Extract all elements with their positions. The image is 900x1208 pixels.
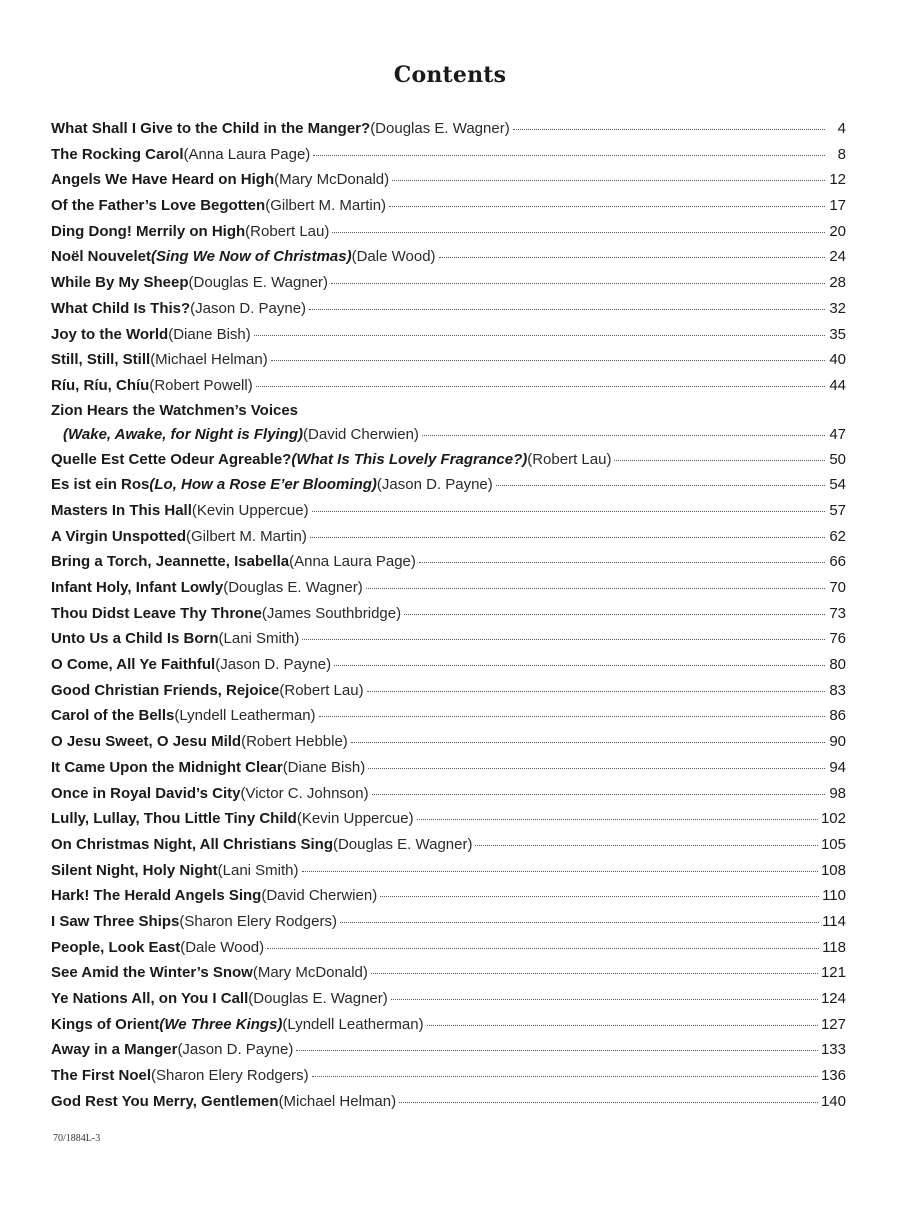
entry-arranger: (Kevin Uppercue) [296, 810, 414, 828]
toc-entry [51, 729, 846, 755]
entry-arranger: (Robert Lau) [279, 681, 364, 699]
dot-leader [392, 179, 825, 181]
entry-page: 54 [829, 476, 846, 494]
dot-leader [313, 154, 825, 156]
toc-entry [51, 652, 846, 678]
entry-arranger: (Michael Helman) [278, 1092, 397, 1110]
catalog-code: 70/1884L-3 [53, 1133, 101, 1144]
dot-leader [475, 844, 817, 846]
entry-title: Of the Father’s Love Begotten [51, 197, 266, 215]
entry-page: 17 [829, 197, 846, 215]
entry-page: 4 [837, 120, 846, 137]
entry-title: Ye Nations All, on You I Call [51, 990, 249, 1007]
toc-entry [51, 447, 846, 473]
entry-title: See Amid the Winter’s Snow [51, 964, 253, 982]
entry-arranger: (Diane Bish) [282, 758, 366, 776]
entry-page: 62 [829, 527, 846, 545]
entry-page: 90 [829, 733, 846, 751]
dot-leader [371, 972, 818, 974]
dot-leader [368, 767, 825, 769]
entry-arranger: (Robert Lau) [245, 222, 330, 240]
entry-title: The Rocking Carol [51, 145, 184, 163]
entry-arranger: (Sharon Elery Rodgers) [151, 1067, 309, 1085]
entry-page: 124 [820, 990, 846, 1007]
entry-page: 98 [829, 784, 846, 802]
toc-entry [51, 909, 846, 935]
entry-subtitle: (What Is This Lovely Fragrance?) [291, 450, 528, 468]
entry-arranger: (Dale Wood) [180, 938, 265, 956]
dot-leader [351, 741, 825, 743]
entry-title: Silent Night, Holy Night [51, 861, 218, 879]
entry-page: 80 [829, 656, 846, 674]
entry-arranger: (Jason D. Payne) [215, 656, 332, 674]
dot-leader [399, 1101, 818, 1103]
entry-title: Es ist ein Ros [51, 476, 150, 494]
page-title: Contents [393, 62, 507, 88]
toc-entry [51, 524, 846, 550]
dot-leader [366, 587, 825, 589]
entry-arranger: (Lyndell Leatherman) [282, 1015, 424, 1033]
entry-title: Hark! The Herald Angels Sing [51, 887, 262, 905]
toc-entry [51, 1012, 846, 1038]
dot-leader [309, 308, 825, 310]
entry-title: Carol of the Bells [51, 707, 175, 725]
entry-page: 127 [820, 1015, 846, 1033]
entry-page: 136 [820, 1067, 846, 1085]
toc-entry [51, 347, 846, 373]
toc-entry [51, 755, 846, 781]
entry-page: 110 [822, 887, 846, 905]
entry-arranger: (Mary McDonald) [252, 964, 368, 982]
entry-subtitle: (We Three Kings) [159, 1015, 283, 1033]
toc-entry [51, 626, 846, 652]
entry-arranger: (Gilbert M. Martin) [186, 527, 307, 545]
dot-leader [296, 1049, 818, 1051]
entry-page: 83 [829, 681, 846, 699]
entry-title: People, Look East [51, 938, 181, 956]
entry-arranger: (Kevin Uppercue) [191, 501, 309, 519]
toc-entry [51, 167, 846, 193]
toc-entry [51, 270, 846, 296]
entry-page: 140 [820, 1092, 846, 1110]
toc-entry [51, 549, 846, 575]
entry-page: 57 [829, 501, 846, 519]
dot-leader [331, 282, 825, 284]
dot-leader [404, 613, 825, 615]
toc-entry [51, 1089, 846, 1115]
entry-title: God Rest You Merry, Gentlemen [51, 1092, 279, 1110]
toc-entry [51, 1063, 846, 1089]
entry-title: A Virgin Unspotted [51, 527, 186, 545]
entry-title: Infant Holy, Infant Lowly [51, 579, 224, 596]
entry-title: It Came Upon the Midnight Clear [51, 758, 283, 776]
entry-title: Noël Nouvelet [51, 248, 152, 266]
entry-page: 102 [820, 810, 846, 828]
dot-leader [302, 638, 825, 640]
entry-arranger: (Sharon Elery Rodgers) [179, 912, 337, 930]
entry-arranger: (James Southbridge) [261, 604, 402, 622]
entry-title: Masters In This Hall [51, 501, 192, 519]
entry-page: 8 [837, 145, 846, 163]
toc-entry [51, 601, 846, 627]
entry-page: 105 [820, 835, 846, 853]
entry-title: Once in Royal David’s City [51, 784, 241, 802]
entry-title: O Come, All Ye Faithful [51, 656, 216, 674]
entry-arranger: (Lani Smith) [217, 861, 299, 879]
entry-title: Kings of Orient [51, 1015, 160, 1033]
dot-leader [267, 947, 819, 949]
entry-title: Zion Hears the Watchmen’s Voices [51, 401, 299, 419]
entry-subtitle: (Wake, Awake, for Night is Flying) [63, 425, 304, 443]
entry-subtitle: (Sing We Now of Christmas) [151, 248, 352, 266]
entry-page: 40 [829, 351, 846, 369]
entry-title: What Child Is This? [51, 299, 191, 317]
entry-title: Quelle Est Cette Odeur Agreable? [51, 450, 292, 468]
entry-page: 108 [820, 861, 846, 879]
toc-entry [51, 116, 846, 142]
toc-entry [51, 781, 846, 807]
entry-arranger: (Jason D. Payne) [190, 299, 307, 317]
dot-leader [256, 385, 825, 387]
toc-entry [51, 858, 846, 884]
toc-entry [51, 883, 846, 909]
entry-page: 86 [829, 707, 846, 725]
toc-entry [51, 193, 846, 219]
dot-leader [334, 664, 825, 666]
entry-page: 94 [829, 758, 846, 776]
entry-page: 118 [822, 938, 846, 956]
entry-title: Unto Us a Child Is Born [51, 630, 219, 648]
entry-arranger: (David Cherwien) [303, 425, 419, 443]
entry-title: While By My Sheep [51, 274, 189, 292]
toc-entry [51, 575, 846, 601]
toc-entry [51, 142, 846, 168]
dot-leader [417, 818, 818, 820]
entry-title: Bring a Torch, Jeannette, Isabella [51, 553, 290, 571]
toc-entry [51, 703, 846, 729]
entry-arranger: (Douglas E. Wagner) [223, 579, 363, 596]
dot-leader [312, 1075, 818, 1077]
dot-leader [439, 256, 825, 258]
entry-page: 50 [829, 450, 846, 468]
toc-entry [51, 498, 846, 524]
entry-subtitle: (Lo, How a Rose E’er Blooming) [149, 476, 377, 494]
dot-leader [310, 536, 825, 538]
toc-entry [51, 806, 846, 832]
entry-title: Thou Didst Leave Thy Throne [51, 604, 262, 622]
entry-arranger: (Douglas E. Wagner) [248, 990, 388, 1007]
dot-leader [319, 715, 825, 717]
entry-title: Joy to the World [51, 325, 169, 343]
dot-leader [302, 870, 818, 872]
entry-arranger: (Anna Laura Page) [289, 553, 416, 571]
toc-entry [51, 322, 846, 348]
entry-arranger: (Robert Hebble) [241, 733, 348, 751]
entry-arranger: (Mary McDonald) [274, 171, 390, 189]
dot-leader [427, 1024, 818, 1026]
entry-page: 76 [829, 630, 846, 648]
entry-title: The First Noel [51, 1067, 152, 1085]
toc-entry [51, 935, 846, 961]
dot-leader [312, 510, 825, 512]
entry-arranger: (Douglas E. Wagner) [370, 120, 510, 137]
entry-title: Angels We Have Heard on High [51, 171, 275, 189]
entry-arranger: (Michael Helman) [150, 351, 268, 369]
entry-arranger: (Anna Laura Page) [183, 145, 311, 163]
dot-leader [389, 205, 825, 207]
entry-arranger: (Victor C. Johnson) [240, 784, 369, 802]
entry-page: 133 [820, 1041, 846, 1059]
entry-page: 44 [829, 376, 846, 394]
toc-entry [51, 678, 846, 704]
toc-entry [51, 960, 846, 986]
entry-title: Good Christian Friends, Rejoice [51, 681, 280, 699]
entry-title: I Saw Three Ships [51, 912, 180, 930]
dot-leader [332, 231, 825, 233]
entry-title: Ríu, Ríu, Chíu [51, 376, 150, 394]
dot-leader [496, 484, 825, 486]
entry-title: O Jesu Sweet, O Jesu Mild [51, 733, 242, 751]
entry-page: 24 [829, 248, 846, 266]
entry-arranger: (Douglas E. Wagner) [188, 274, 329, 292]
entry-title: Lully, Lullay, Thou Little Tiny Child [51, 810, 297, 828]
toc-entry [51, 244, 846, 270]
entry-arranger: (David Cherwien) [261, 887, 378, 905]
entry-page: 114 [822, 912, 846, 930]
entry-title: Ding Dong! Merrily on High [51, 222, 246, 240]
toc-entry [51, 219, 846, 245]
dot-leader [271, 359, 825, 361]
entry-arranger: (Douglas E. Wagner) [332, 835, 473, 853]
dot-leader [513, 128, 825, 130]
toc-entry [51, 472, 846, 498]
dot-leader [372, 793, 825, 795]
entry-page: 28 [829, 274, 846, 292]
entry-page: 35 [829, 325, 846, 343]
dot-leader [367, 690, 825, 692]
entry-page: 66 [829, 553, 846, 571]
table-of-contents [51, 116, 846, 1114]
entry-arranger: (Lani Smith) [218, 630, 300, 648]
entry-arranger: (Dale Wood) [351, 248, 436, 266]
entry-arranger: (Jason D. Payne) [376, 476, 493, 494]
toc-entry [51, 399, 846, 447]
entry-title: What Shall I Give to the Child in the Manger? [51, 120, 371, 137]
toc-entry [51, 373, 846, 399]
entry-title: Still, Still, Still [51, 351, 151, 369]
toc-entry [51, 832, 846, 858]
dot-leader [419, 561, 825, 563]
dot-leader [422, 434, 825, 436]
entry-arranger: (Gilbert M. Martin) [265, 197, 387, 215]
entry-page: 70 [829, 579, 846, 596]
toc-entry [51, 1037, 846, 1063]
entry-page: 121 [820, 964, 846, 982]
entry-page: 20 [829, 222, 846, 240]
toc-entry [51, 296, 846, 322]
dot-leader [380, 895, 819, 897]
entry-arranger: (Robert Lau) [527, 450, 612, 468]
entry-page: 12 [829, 171, 846, 189]
entry-title: On Christmas Night, All Christians Sing [51, 835, 333, 853]
entry-title: Away in a Manger [51, 1041, 178, 1059]
entry-page: 47 [829, 425, 846, 443]
dot-leader [391, 998, 818, 1000]
entry-page: 32 [829, 299, 846, 317]
dot-leader [254, 334, 825, 336]
entry-arranger: (Jason D. Payne) [177, 1041, 294, 1059]
toc-entry [51, 986, 846, 1012]
dot-leader [614, 459, 825, 461]
entry-page: 73 [829, 604, 846, 622]
entry-arranger: (Lyndell Leatherman) [174, 707, 316, 725]
entry-arranger: (Robert Powell) [149, 376, 253, 394]
dot-leader [340, 921, 819, 923]
entry-arranger: (Diane Bish) [168, 325, 251, 343]
